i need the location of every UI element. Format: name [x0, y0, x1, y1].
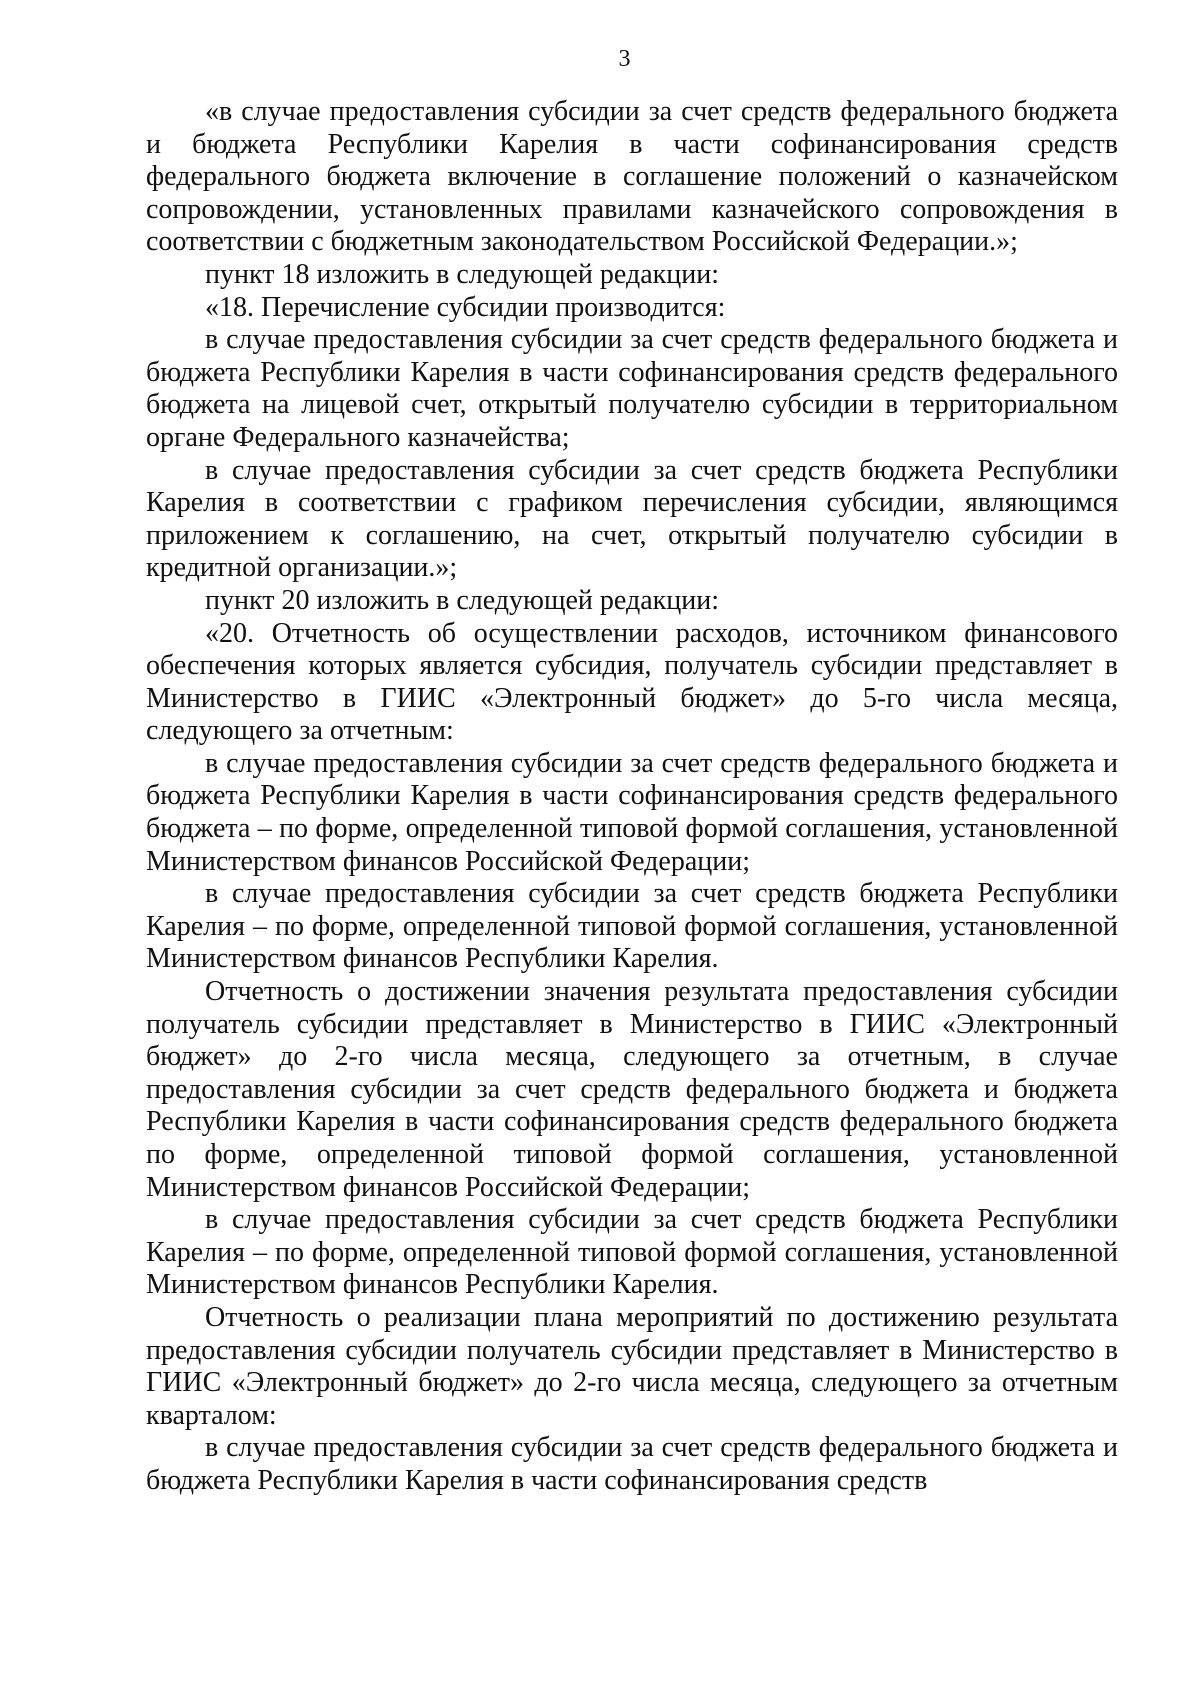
paragraph: пункт 18 изложить в следующей редакции:	[205, 258, 719, 290]
paragraph: «20. Отчетность об осуществлении расходов, источником финансового обеспечения которых является субсидия, получатель субсидии представляет в Министерство в ГИИС «Электронный бюджет» до 5-го числа месяца, следующего за отчетным:	[146, 617, 1118, 747]
document-body	[146, 96, 1118, 1498]
paragraph: «18. Перечисление субсидии производится:	[205, 291, 726, 323]
paragraph: в случае предоставления субсидии за счет средств федерального бюджета и бюджета Республики Карелия в части софинансирования средств федерального бюджета – по форме, определенной типовой формой соглашения, установленной Министерством финансов Российской Федерации;	[146, 747, 1118, 877]
paragraph: в случае предоставления субсидии за счет средств бюджета Республики Карелия – по форме, определенной типовой формой соглашения, установленной Министерством финансов Республики Карелия.	[146, 878, 1118, 975]
paragraph: пункт 20 изложить в следующей редакции:	[205, 584, 719, 616]
paragraph: «в случае предоставления субсидии за счет средств федерального бюджета и бюджета Республики Карелия в части софинансирования средств федерального бюджета включение в соглашение положений о казначейском сопровождении, установленных правилами казначейского сопровождения в соответствии с бюджетным законодательством Российской Федерации.»;	[146, 96, 1118, 258]
paragraph: в случае предоставления субсидии за счет средств бюджета Республики Карелия – по форме, определенной типовой формой соглашения, установленной Министерством финансов Республики Карелия.	[146, 1204, 1118, 1301]
paragraph: в случае предоставления субсидии за счет средств федерального бюджета и бюджета Республики Карелия в части софинансирования средств федерального бюджета на лицевой счет, открытый получателю субсидии в территориальном органе Федерального казначейства;	[146, 324, 1118, 453]
page-number: 3	[618, 46, 631, 72]
paragraph: Отчетность о реализации плана мероприятий по достижению результата предоставления субсидии получатель субсидии представляет в Министерство в ГИИС «Электронный бюджет» до 2-го числа месяца, следующего за отчетным кварталом:	[146, 1301, 1118, 1431]
paragraph: в случае предоставления субсидии за счет средств федерального бюджета и бюджета Республики Карелия в части софинансирования средств	[146, 1432, 1118, 1496]
paragraph: в случае предоставления субсидии за счет средств бюджета Республики Карелия в соответствии с графиком перечисления субсидии, являющимся приложением к соглашению, на счет, открытый получателю субсидии в кредитной организации.»;	[146, 454, 1118, 584]
paragraph: Отчетность о достижении значения результата предоставления субсидии получатель субсидии представляет в Министерство в ГИИС «Электронный бюджет» до 2-го числа месяца, следующего за отчетным, в случае предоставления субсидии за счет средств федерального бюджета и бюджета Республики Карелия в части софинансирования средств федерального бюджета по форме, определенной типовой формой соглашения, установленной Министерством финансов Российской Федерации;	[146, 976, 1118, 1203]
